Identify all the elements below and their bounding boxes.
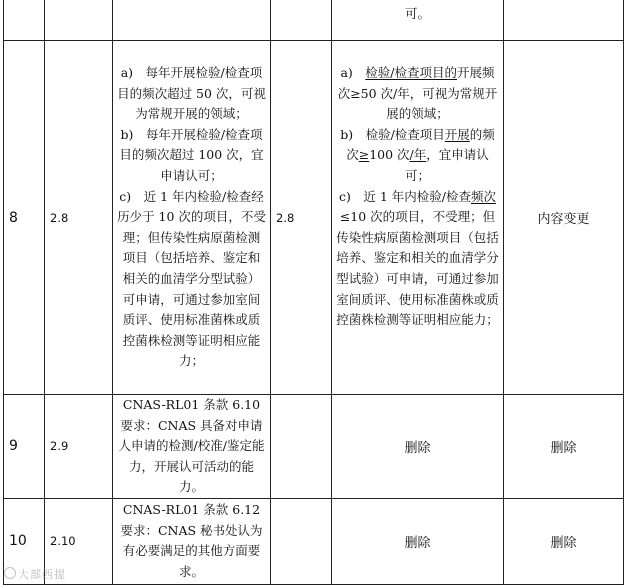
new-item-a: a) 检验/检查项目的开展频次≥50 次/年，可视为常规开展的领域； <box>337 65 498 122</box>
old-item-a: a) 每年开展检验/检查项目的频次超过 50 次，可视为常规开展的领域； <box>117 65 266 122</box>
new-item-b: b) 检验/检查项目开展的频次≥100 次/年，宜申请认可； <box>340 126 495 183</box>
row-number: 10 <box>4 498 45 584</box>
cell-old-clause <box>45 0 113 41</box>
table-row-8 <box>4 41 624 395</box>
remark-text: 删除 <box>504 395 624 499</box>
new-clause-number <box>271 498 332 584</box>
new-requirement-text: 删除 <box>332 498 504 584</box>
remark-text: 删除 <box>504 498 624 584</box>
watermark <box>4 566 66 582</box>
row-number: 9 <box>4 395 45 499</box>
old-clause-number: 2.9 <box>45 395 113 499</box>
revision-table <box>3 0 624 585</box>
new-requirement-text <box>332 41 504 395</box>
new-requirement-text: 删除 <box>332 395 504 499</box>
cell-remark <box>504 0 624 41</box>
new-item-c: c) 近 1 年内检验/检查频次≤10 次的项目，不受理；但传染性病原菌检测项目（包括培养、鉴定和相关的血清学分型试验）可申请，可通过参加室间质评、使用标准菌株或质控菌株检测等证明相应能力； <box>336 188 499 328</box>
new-clause-number: 2.8 <box>271 41 332 395</box>
cell-new-text <box>332 0 504 41</box>
watermark-logo-icon <box>4 567 16 579</box>
old-requirement-text: CNAS-RL01 条款 6.10 要求：CNAS 具备对申请人申请的检测/校准/鉴定能力，开展认可活动的能力。 <box>113 395 271 499</box>
table-row-10 <box>4 498 624 584</box>
old-item-c: c) 近 1 年内检验/检查经历少于 10 次的项目，不受理；但传染性病原菌检测项目（包括培养、鉴定和相关的血清学分型试验）可申请，可通过参加室间质评、使用标准菌株或质控菌株检测等证明相应能力； <box>117 188 266 369</box>
table-row-prev <box>4 0 624 41</box>
cell-old-text <box>113 0 271 41</box>
new-clause-number <box>271 395 332 499</box>
watermark-text: 大部西提 <box>18 568 66 581</box>
old-requirement-text: CNAS-RL01 条款 6.12 要求：CNAS 秘书处认为有必要满足的其他方面要求。 <box>113 498 271 584</box>
old-item-b: b) 每年开展检验/检查项目的频次超过 100 次，宜申请认可； <box>119 126 264 184</box>
row-number: 8 <box>4 41 45 395</box>
old-clause-number: 2.10 <box>45 498 113 584</box>
table-row-9 <box>4 395 624 499</box>
cell-no <box>4 0 45 41</box>
old-requirement-text <box>113 41 271 395</box>
remark-text: 内容变更 <box>504 41 624 395</box>
continued-text: 可。 <box>404 6 430 21</box>
old-clause-number: 2.8 <box>45 41 113 395</box>
cell-new-clause <box>271 0 332 41</box>
